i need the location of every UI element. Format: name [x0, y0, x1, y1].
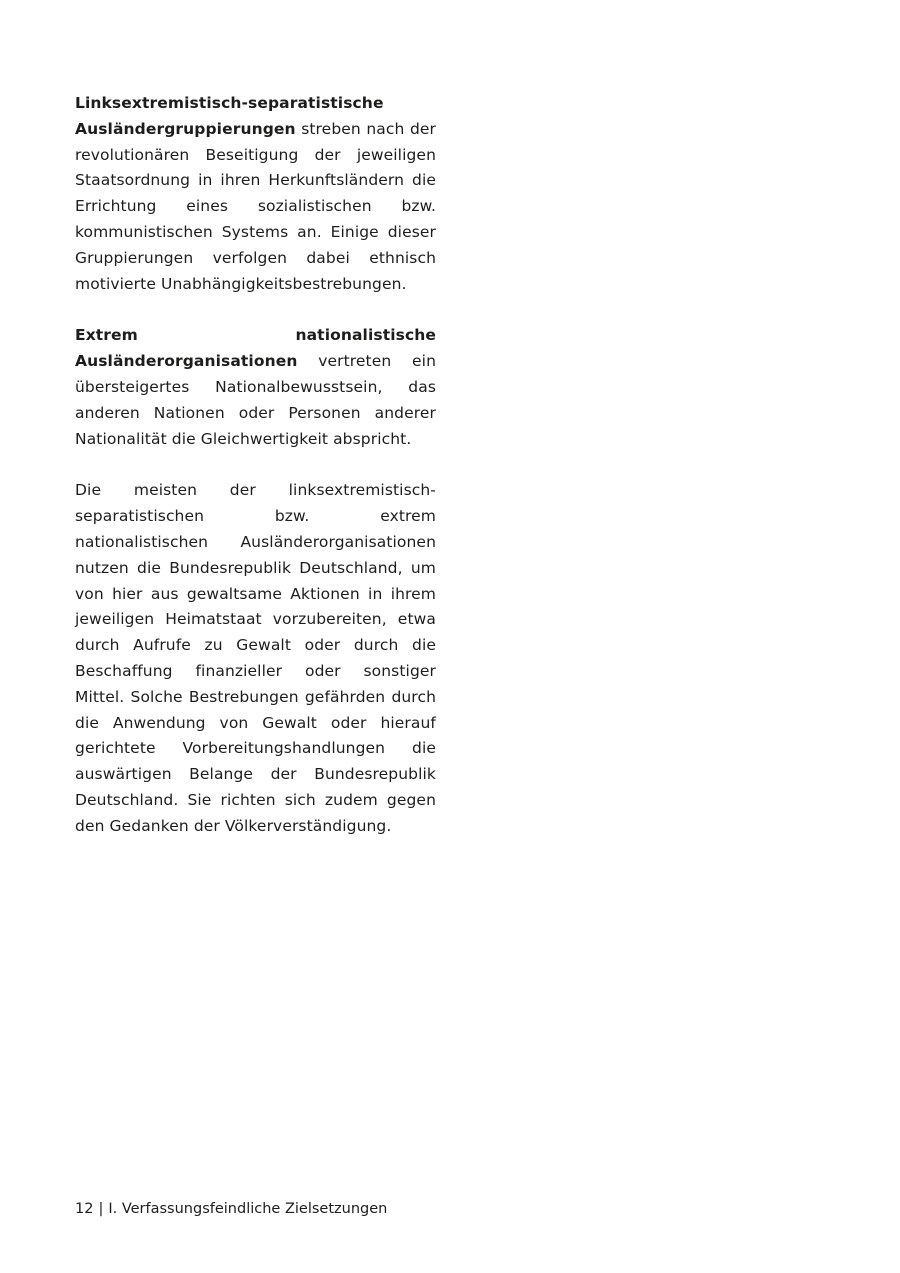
paragraph-federal-republic [75, 478, 436, 839]
page-number: 12 [75, 1201, 94, 1217]
paragraph-nationalist [75, 323, 436, 452]
paragraph-heading: Linksextremistisch-separatistische Ausländergruppierungen [75, 94, 384, 138]
text-column [75, 91, 436, 866]
section-title: I. Verfassungsfeindliche Zielsetzungen [108, 1201, 388, 1217]
paragraph-heading: Extrem nationalistische Ausländerorganisationen [75, 326, 436, 371]
paragraph-left-separatist [75, 91, 436, 297]
page-footer [75, 1198, 387, 1220]
paragraph-body: Die meisten der linksextremistisch-separatistischen bzw. extrem nationalistischen Ausländerorganisationen nutzen die Bundesrepublik Deutschland, um von hier aus gewaltsame Aktionen in ihrem jeweiligen Heimatstaat vorzubereiten, etwa durch Aufrufe zu Gewalt oder durch die Beschaffung finanzieller oder sonstiger Mittel. Solche Bestrebungen gefährden durch die Anwendung von Gewalt oder hierauf gerichtete Vorbereitungshandlungen die auswärtigen Belange der Bundesrepublik Deutschland. Sie richten sich zudem gegen den Gedanken der Völkerverständigung. [75, 481, 436, 835]
paragraph-body: streben nach der revolutionären Beseitigung der jeweiligen Staatsordnung in ihren Herkunftsländern die Errichtung eines sozialistischen bzw. kommunistischen Systems an. Einige dieser Gruppierungen verfolgen dabei ethnisch motivierte Unabhängigkeitsbestrebungen. [75, 119, 436, 293]
footer-separator: | [98, 1201, 104, 1217]
paragraph-body: vertreten ein übersteigertes Nationalbewusstsein, das anderen Nationen oder Personen anderer Nationalität die Gleichwertigkeit abspricht. [75, 352, 436, 448]
